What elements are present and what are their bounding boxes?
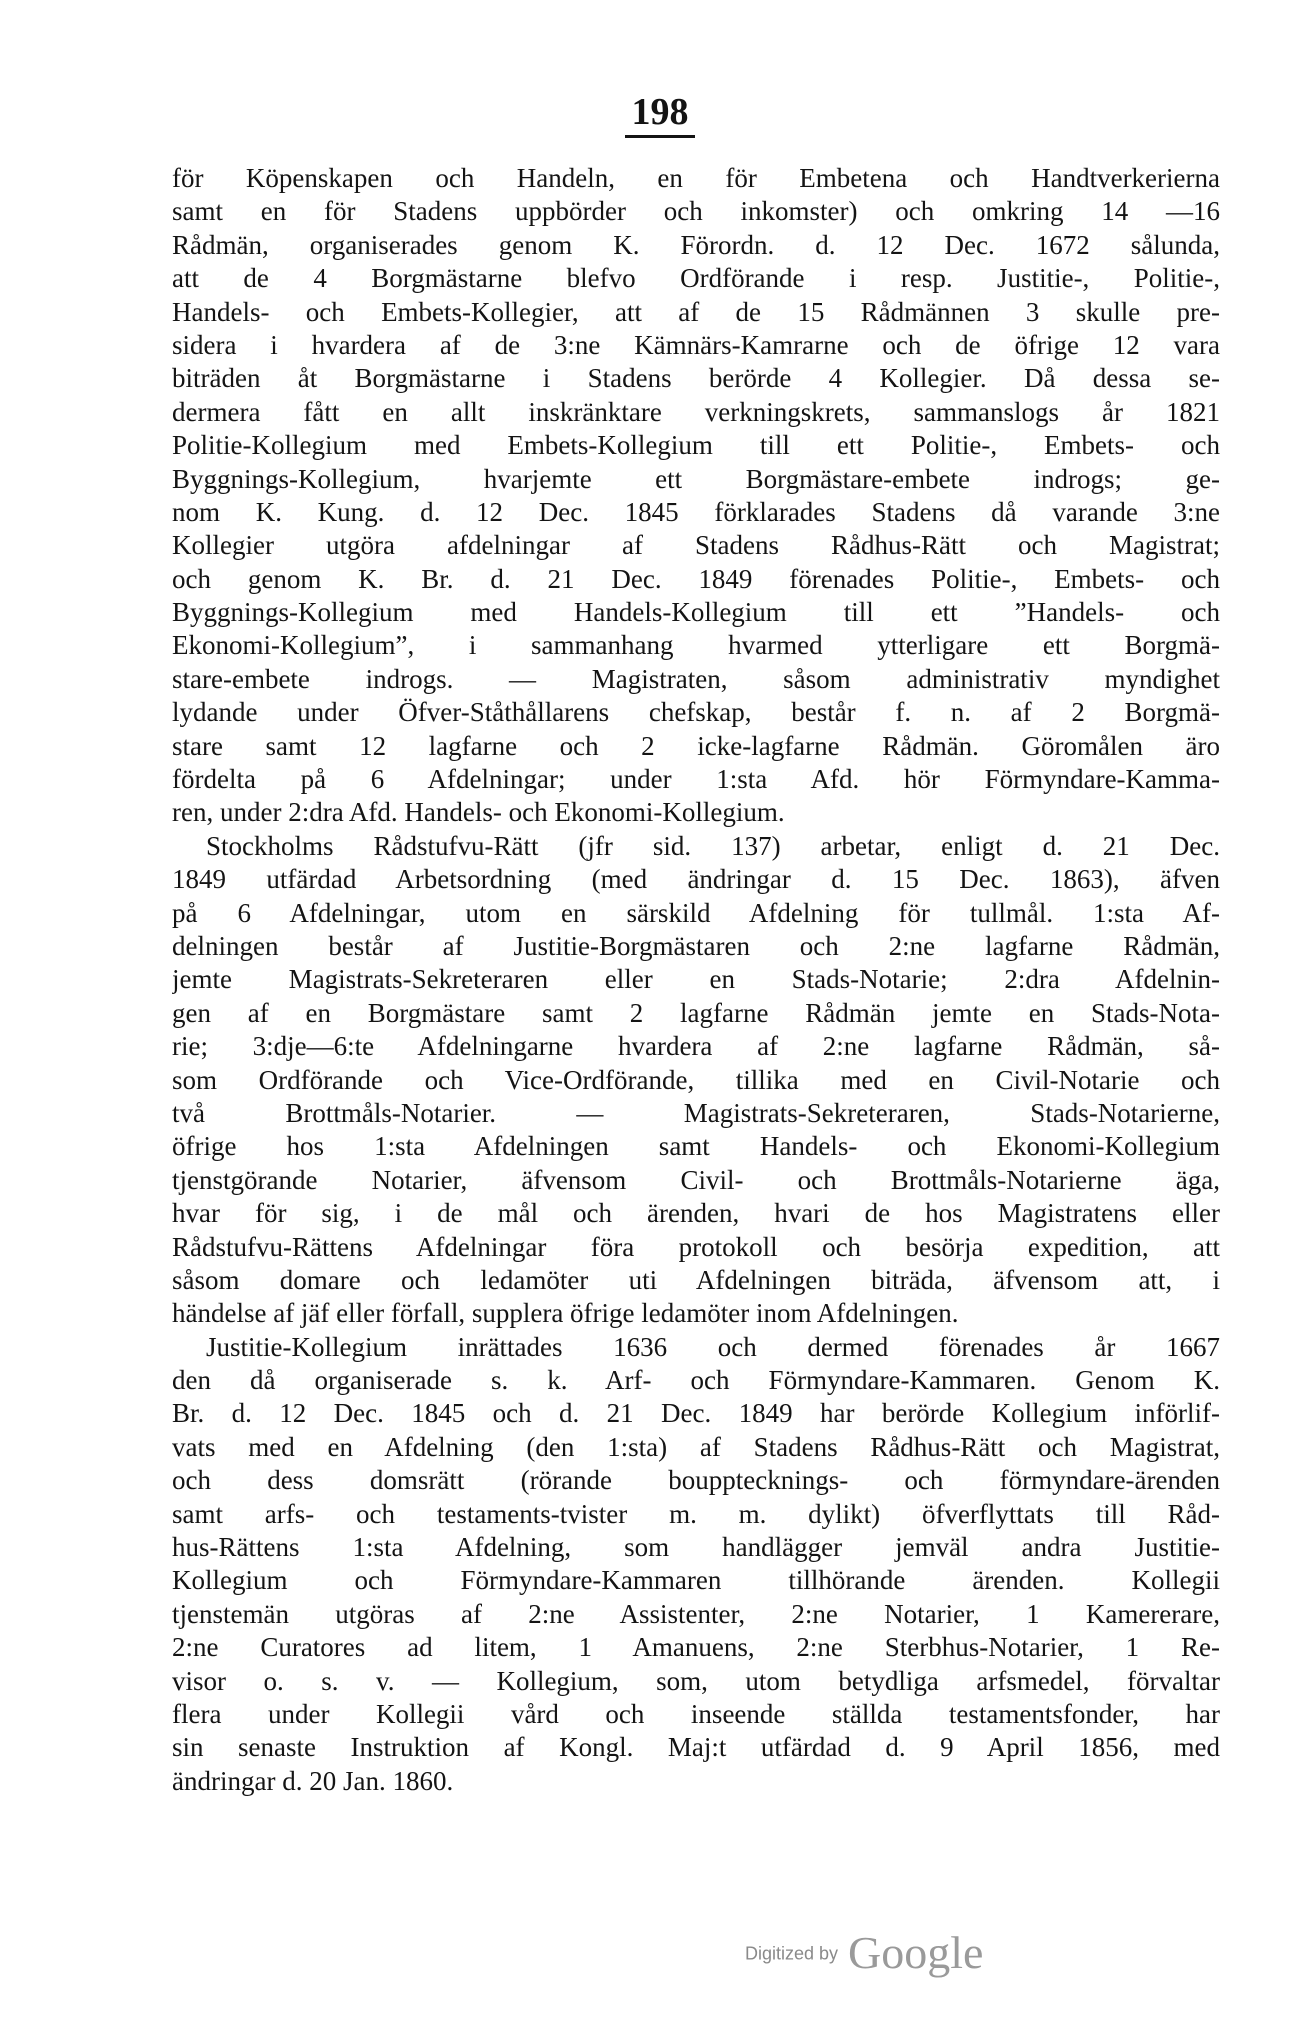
text-line: stare samt 12 lagfarne och 2 icke-lagfarne Rådmän. Göromålen äro [172, 730, 1220, 761]
text-line: Kollegier utgöra afdelningar af Stadens Rådhus-Rätt och Magistrat; [172, 530, 1220, 561]
text-line: två Brottmåls-Notarier. — Magistrats-Sekreteraren, Stads-Notarierne, [172, 1097, 1220, 1128]
text-line: Politie-Kollegium med Embets-Kollegium till ett Politie-, Embets- och [172, 430, 1220, 461]
text-line: Rådmän, organiserades genom K. Förordn. d. 12 Dec. 1672 sålunda, [172, 229, 1220, 260]
text-line: stare-embete indrogs. — Magistraten, såsom administrativ myndighet [172, 663, 1220, 694]
text-line: 2:ne Curatores ad litem, 1 Amanuens, 2:ne Sterbhus-Notarier, 1 Re- [172, 1632, 1220, 1663]
text-line: på 6 Afdelningar, utom en särskild Afdelning för tullmål. 1:sta Af- [172, 897, 1220, 928]
google-logo: Google [848, 1927, 984, 1979]
text-line: 1849 utfärdad Arbetsordning (med ändringar d. 15 Dec. 1863), äfven [172, 864, 1220, 895]
text-line: jemte Magistrats-Sekreteraren eller en Stads-Notarie; 2:dra Afdelnin- [172, 964, 1220, 995]
text-line: för Köpenskapen och Handeln, en för Embetena och Handtverkerierna [172, 163, 1220, 193]
text-line: Rådstufvu-Rättens Afdelningar föra protokoll och besörja expedition, att [172, 1231, 1220, 1262]
text-line: samt en för Stadens uppbörder och inkomster) och omkring 14 —16 [172, 196, 1220, 227]
text-line: delningen består af Justitie-Borgmästaren och 2:ne lagfarne Rådmän, [172, 930, 1220, 961]
page-number: 198 [631, 91, 689, 133]
text-line: vats med en Afdelning (den 1:sta) af Stadens Rådhus-Rätt och Magistrat, [172, 1431, 1220, 1462]
text-line: gen af en Borgmästare samt 2 lagfarne Rådmän jemte en Stads-Nota- [172, 997, 1220, 1028]
text-line: Justitie-Kollegium inrättades 1636 och dermed förenades år 1667 [206, 1331, 1220, 1362]
text-line: att de 4 Borgmästarne blefvo Ordförande i resp. Justitie-, Politie-, [172, 263, 1220, 294]
text-line: hvar för sig, i de mål och ärenden, hvari de hos Magistratens eller [172, 1198, 1220, 1229]
text-line: visor o. s. v. — Kollegium, som, utom betydliga arfsmedel, förvaltar [172, 1665, 1220, 1696]
text-line: Byggnings-Kollegium, hvarjemte ett Borgmästare-embete indrogs; ge- [172, 463, 1220, 494]
text-line: Br. d. 12 Dec. 1845 och d. 21 Dec. 1849 har berörde Kollegium införlif- [172, 1398, 1220, 1429]
text-line: lydande under Öfver-Ståthållarens chefskap, består f. n. af 2 Borgmä- [172, 697, 1220, 728]
text-line: som Ordförande och Vice-Ordförande, tillika med en Civil-Notarie och [172, 1064, 1220, 1095]
text-line: samt arfs- och testaments-tvister m. m. dylikt) öfverflyttats till Råd- [172, 1498, 1220, 1529]
text-line: nom K. Kung. d. 12 Dec. 1845 förklarades Stadens då varande 3:ne [172, 496, 1220, 527]
text-line: Handels- och Embets-Kollegier, att af de 15 Rådmännen 3 skulle pre- [172, 296, 1220, 327]
text-line: dermera fått en allt inskränktare verkningskrets, sammanslogs år 1821 [172, 396, 1220, 427]
text-line: hus-Rättens 1:sta Afdelning, som handlägger jemväl andra Justitie- [172, 1532, 1220, 1563]
text-line: Ekonomi-Kollegium”, i sammanhang hvarmed ytterligare ett Borgmä- [172, 630, 1220, 661]
text-line: Stockholms Rådstufvu-Rätt (jfr sid. 137) arbetar, enligt d. 21 Dec. [206, 830, 1220, 861]
text-line: biträden åt Borgmästarne i Stadens berörde 4 Kollegier. Då dessa se- [172, 363, 1220, 394]
text-line: sin senaste Instruktion af Kongl. Maj:t utfärdad d. 9 April 1856, med [172, 1732, 1220, 1763]
text-line: flera under Kollegii vård och inseende ställda testamentsfonder, har [172, 1698, 1220, 1729]
text-line: och dess domsrätt (rörande boupptecknings- och förmyndare-ärenden [172, 1465, 1220, 1496]
text-line: händelse af jäf eller förfall, supplera öfrige ledamöter inom Afdelningen. [172, 1298, 959, 1329]
text-line: ren, under 2:dra Afd. Handels- och Ekonomi-Kollegium. [172, 797, 785, 828]
text-line: tjenstemän utgöras af 2:ne Assistenter, 2:ne Notarier, 1 Kamererare, [172, 1598, 1220, 1629]
text-line: öfrige hos 1:sta Afdelningen samt Handels- och Ekonomi-Kollegium [172, 1131, 1220, 1162]
digitized-watermark [745, 1928, 983, 1978]
text-line: Kollegium och Förmyndare-Kammaren tillhörande ärenden. Kollegii [172, 1565, 1220, 1596]
text-line: ändringar d. 20 Jan. 1860. [172, 1765, 454, 1796]
body-text [172, 162, 1220, 1798]
text-line: Byggnings-Kollegium med Handels-Kollegium till ett ”Handels- och [172, 597, 1220, 628]
text-line: såsom domare och ledamöter uti Afdelningen biträda, äfvensom att, i [172, 1264, 1220, 1295]
text-line: sidera i hvardera af de 3:ne Kämnärs-Kamrarne och de öfrige 12 vara [172, 329, 1220, 360]
text-line: den då organiserade s. k. Arf- och Förmyndare-Kammaren. Genom K. [172, 1365, 1220, 1396]
text-line: fördelta på 6 Afdelningar; under 1:sta Afd. hör Förmyndare-Kamma- [172, 764, 1220, 795]
text-line: rie; 3:dje—6:te Afdelningarne hvardera af 2:ne lagfarne Rådmän, så- [172, 1031, 1220, 1062]
text-line: och genom K. Br. d. 21 Dec. 1849 förenades Politie-, Embets- och [172, 563, 1220, 594]
page-number-rule [625, 135, 695, 138]
text-line: tjenstgörande Notarier, äfvensom Civil- och Brottmåls-Notarierne äga, [172, 1164, 1220, 1195]
digitized-by-label: Digitized by [745, 1943, 839, 1964]
